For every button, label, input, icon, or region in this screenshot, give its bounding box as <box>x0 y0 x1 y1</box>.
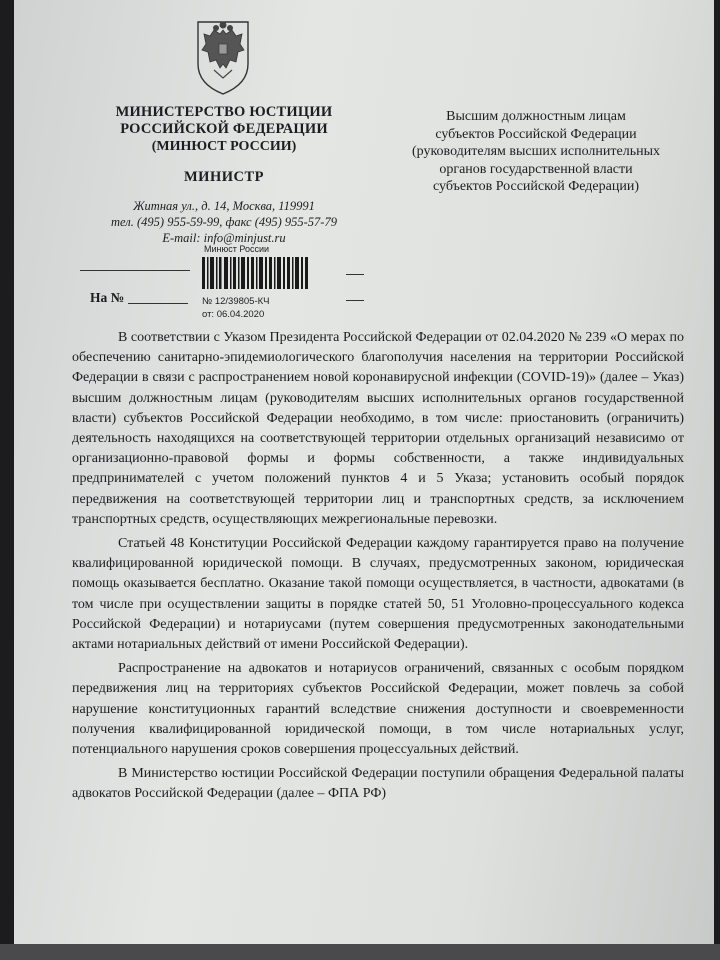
registration-date: от: 06.04.2020 <box>202 309 265 320</box>
addressee-line: субъектов Российской Федерации <box>435 126 637 142</box>
ministry-name-line1: МИНИСТЕРСТВО ЮСТИЦИИ <box>115 104 333 120</box>
registration-stamp <box>198 244 358 320</box>
reference-number-label: На № <box>90 290 125 305</box>
registration-number: № 12/39805-КЧ <box>202 296 270 307</box>
addressee-line: субъектов Российской Федерации) <box>432 179 639 194</box>
document-page <box>14 0 714 944</box>
registration-line <box>80 270 190 271</box>
ministry-short-name: (МИНЮСТ РОССИИ) <box>151 139 297 154</box>
stamp-dash <box>346 300 364 301</box>
barcode-icon <box>202 257 308 289</box>
body-paragraph: Распространение на адвокатов и нотариусов ограничений, связанных с особым порядком передвижения лиц на территориях субъектов Российской Федерации, может повлечь за собой нарушение конституционных гарантий вследствие снижения доступности и своевременности получения квалифицированной юридической помощи, в том числе нотариальных услуг, потенциального нарушения сроков совершения процессуальных действий. <box>72 661 684 758</box>
stamp-organization: Минюст России <box>204 244 270 254</box>
stamp-dash <box>346 274 364 275</box>
addressee-line: (руководителям высших исполнительных <box>411 144 660 159</box>
body-paragraph: Статьей 48 Конституции Российской Федерации каждому гарантируется право на получение квалифицированной юридической помощи. В случаях, предусмотренных законом, юридическая помощь оказывается бесплатно. Оказание такой помощи осуществляется, в частности, адвокатами (в том числе при осуществлении защиты в порядке статей 50, 51 Уголовно-процессуального кодекса Российской Федерации) и нотариусами (путем совершения предусмотренных законодательными актами нотариальных действий от имени Российской Федерации). <box>72 536 684 653</box>
ministry-header <box>84 104 364 246</box>
coat-of-arms-icon <box>192 16 254 96</box>
ministry-name-line2: РОССИЙСКОЙ ФЕДЕРАЦИИ <box>120 121 328 137</box>
letter-body <box>72 328 684 805</box>
body-paragraph: В Министерство юстиции Российской Федерации поступили обращения Федеральной палаты адвокатов Российской Федерации (далее – ФПА РФ) <box>72 766 684 802</box>
body-paragraph: В соответствии с Указом Президента Российской Федерации от 02.04.2020 № 239 «О мерах по обеспечению санитарно-эпидемиологического благополучия населения на территории Российской Федерации в связи с распространением новой коронавирусной инфекции (COVID-19)» (далее – Указ) высшим должностным лицам (руководителям высших исполнительных органов государственной власти) субъектов Российской Федерации необходимо, в том числе: приостановить (ограничить) деятельность находящихся на соответствующей территории отдельных организаций независимо от организационно-правовой формы и формы собственности, а также индивидуальных предпринимателей с учетом положений пунктов 4 и 5 Указа; установить особый порядок передвижения на соответствующей территории лиц и транспортных средств, за исключением транспортных средств, осуществляющих межрегиональные перевозки. <box>72 330 684 527</box>
reference-number-line <box>128 303 188 304</box>
addressee-line: органов государственной власти <box>439 161 633 177</box>
addressee-block <box>386 108 686 196</box>
contact-info <box>84 198 364 246</box>
minister-title: МИНИСТР <box>183 169 265 185</box>
addressee-line: Высшим должностным лицам <box>446 109 626 124</box>
phone-line: тел. (495) 955-59-99, факс (495) 955-57-79 <box>111 215 337 229</box>
screen-bezel <box>0 944 720 960</box>
email-line: E-mail: info@minjust.ru <box>162 231 286 245</box>
address-line: Житная ул., д. 14, Москва, 119991 <box>133 199 315 213</box>
